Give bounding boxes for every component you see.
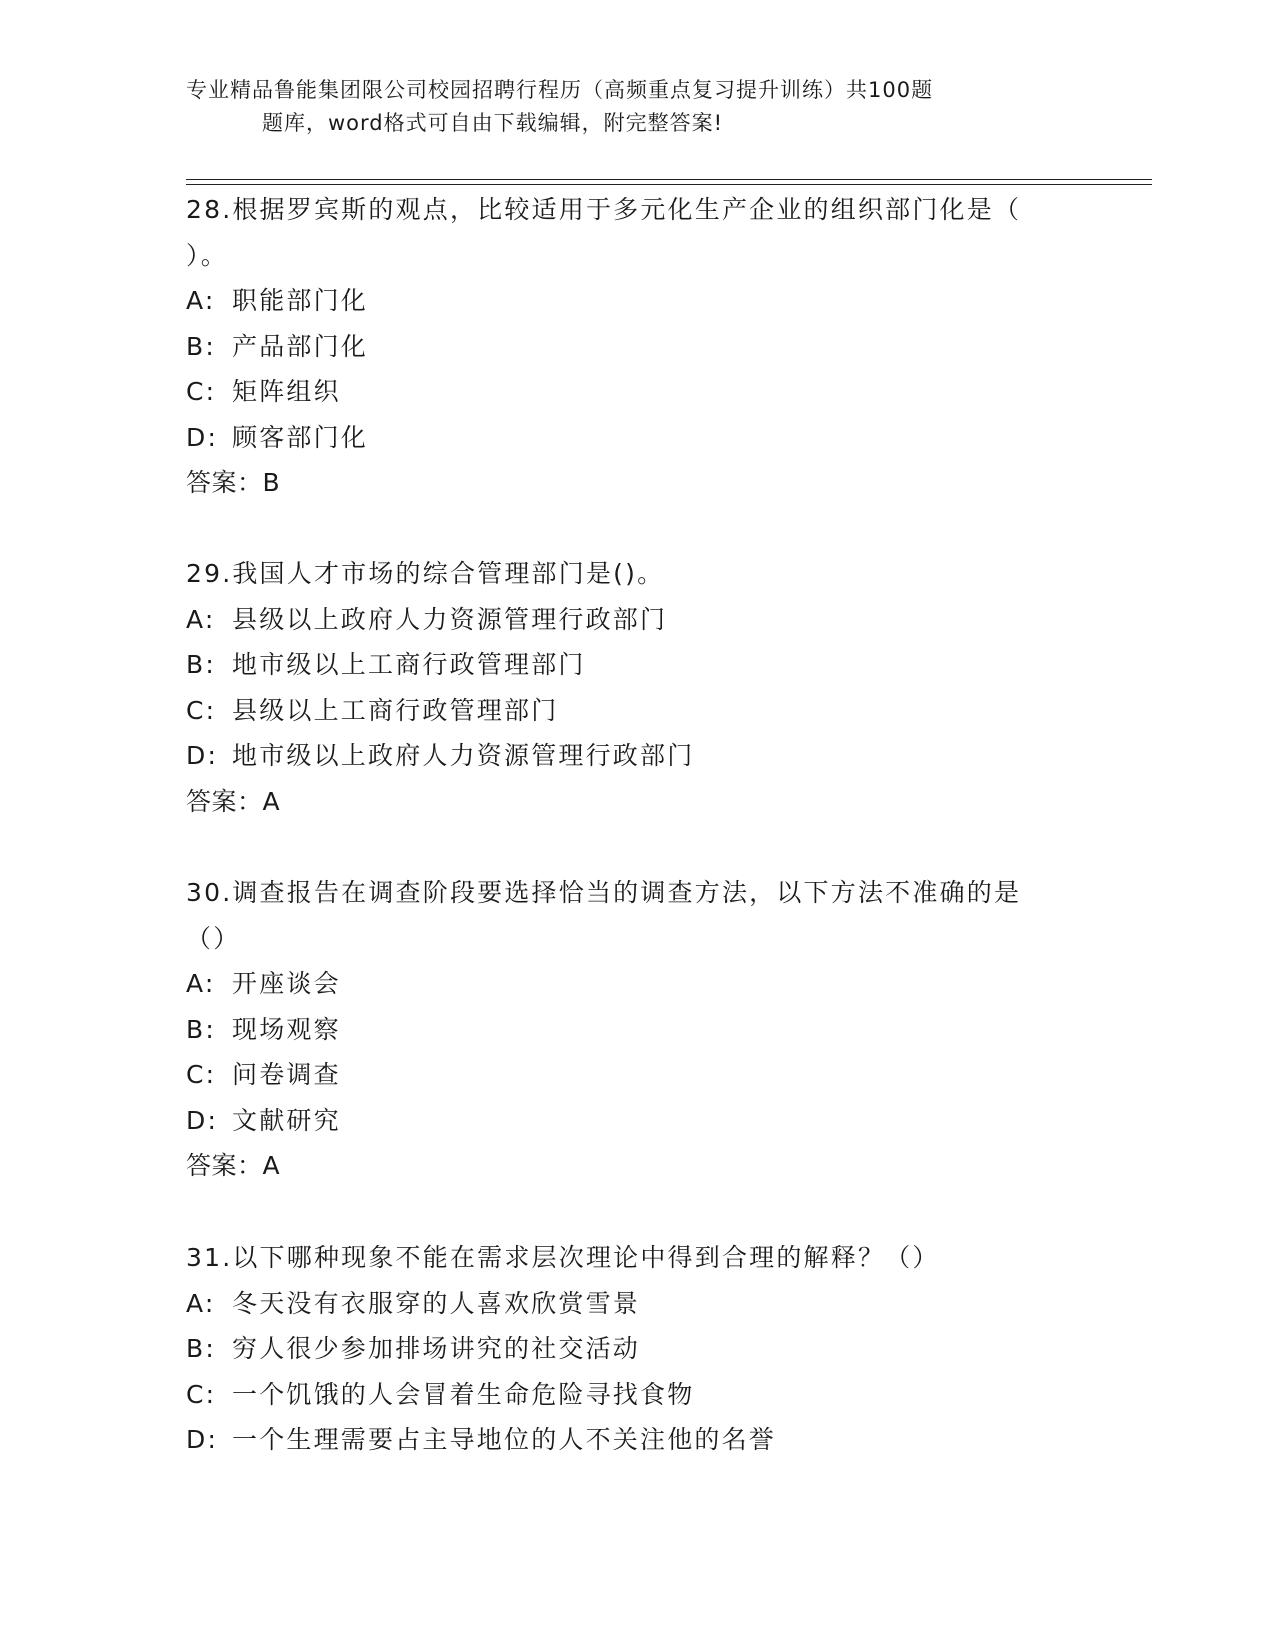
option-d [186, 415, 1086, 461]
option-text: 矩阵组织 [232, 377, 341, 406]
option-text: 县级以上政府人力资源管理行政部门 [232, 604, 668, 634]
option-text: 问卷调查 [232, 1060, 341, 1089]
option-text: 地市级以上工商行政管理部门 [232, 650, 586, 679]
answer-line: 答案：A [186, 786, 281, 816]
option-key: C: [186, 1060, 217, 1089]
option-d [186, 733, 1086, 779]
question-31 [186, 1235, 1086, 1463]
header-divider-top [186, 179, 1152, 180]
option-key: A: [186, 969, 216, 998]
header-title-line-2: 题库，word格式可自由下载编辑，附完整答案! [262, 111, 724, 135]
option-a [186, 278, 1086, 324]
option-c [186, 369, 1086, 415]
option-a [186, 961, 1086, 1007]
option-key: B: [186, 1334, 216, 1363]
option-key: D: [186, 741, 219, 770]
answer-line: 答案：B [186, 468, 281, 497]
option-text: 顾客部门化 [232, 422, 369, 452]
option-b [186, 1007, 1086, 1053]
option-key: A: [186, 604, 216, 634]
question-stem: 28.根据罗宾斯的观点，比较适用于多元化生产企业的组织部门化是（ [186, 195, 1022, 224]
option-key: A: [186, 286, 216, 315]
option-key: D: [186, 1425, 219, 1454]
option-key: B: [186, 1014, 216, 1044]
option-text: 现场观察 [232, 1014, 341, 1044]
option-key: B: [186, 650, 216, 679]
option-text: 开座谈会 [232, 969, 341, 998]
option-key: B: [186, 331, 216, 361]
option-text: 穷人很少参加排场讲究的社交活动 [232, 1334, 641, 1363]
question-28 [186, 187, 1086, 506]
answer-line: 答案：A [186, 1151, 281, 1180]
option-b [186, 324, 1086, 370]
header-divider-bottom [186, 184, 1152, 185]
option-text: 县级以上工商行政管理部门 [232, 695, 559, 725]
option-c [186, 1052, 1086, 1098]
option-text: 文献研究 [232, 1105, 341, 1135]
option-b [186, 642, 1086, 688]
option-key: A: [186, 1288, 216, 1318]
option-key: C: [186, 695, 217, 725]
question-stem: 31.以下哪种现象不能在需求层次理论中得到合理的解释？（） [186, 1243, 940, 1272]
option-b [186, 1326, 1086, 1372]
question-stem: 30.调查报告在调查阶段要选择恰当的调查方法，以下方法不准确的是 [186, 878, 1022, 907]
question-stem-continued: ）。 [186, 240, 228, 270]
option-text: 一个生理需要占主导地位的人不关注他的名誉 [232, 1425, 777, 1454]
option-text: 职能部门化 [232, 286, 369, 315]
option-c [186, 1372, 1086, 1418]
option-key: C: [186, 1379, 217, 1409]
option-text: 冬天没有衣服穿的人喜欢欣赏雪景 [232, 1288, 641, 1318]
option-text: 地市级以上政府人力资源管理行政部门 [232, 741, 695, 770]
option-c [186, 688, 1086, 734]
option-key: D: [186, 1105, 219, 1135]
option-a [186, 597, 1086, 643]
question-stem: 29.我国人才市场的综合管理部门是()。 [186, 559, 665, 588]
option-d [186, 1417, 1086, 1463]
option-key: C: [186, 377, 217, 406]
question-30 [186, 870, 1086, 1189]
option-text: 一个饥饿的人会冒着生命危险寻找食物 [232, 1379, 695, 1409]
option-text: 产品部门化 [232, 331, 369, 361]
document-header [186, 74, 1046, 140]
question-29 [186, 551, 1086, 824]
option-a [186, 1281, 1086, 1327]
option-d [186, 1098, 1086, 1144]
question-stem-continued: （） [186, 923, 241, 953]
option-key: D: [186, 422, 219, 452]
header-title-line-1: 专业精品鲁能集团限公司校园招聘行程历（高频重点复习提升训练）共100题 [186, 78, 934, 102]
